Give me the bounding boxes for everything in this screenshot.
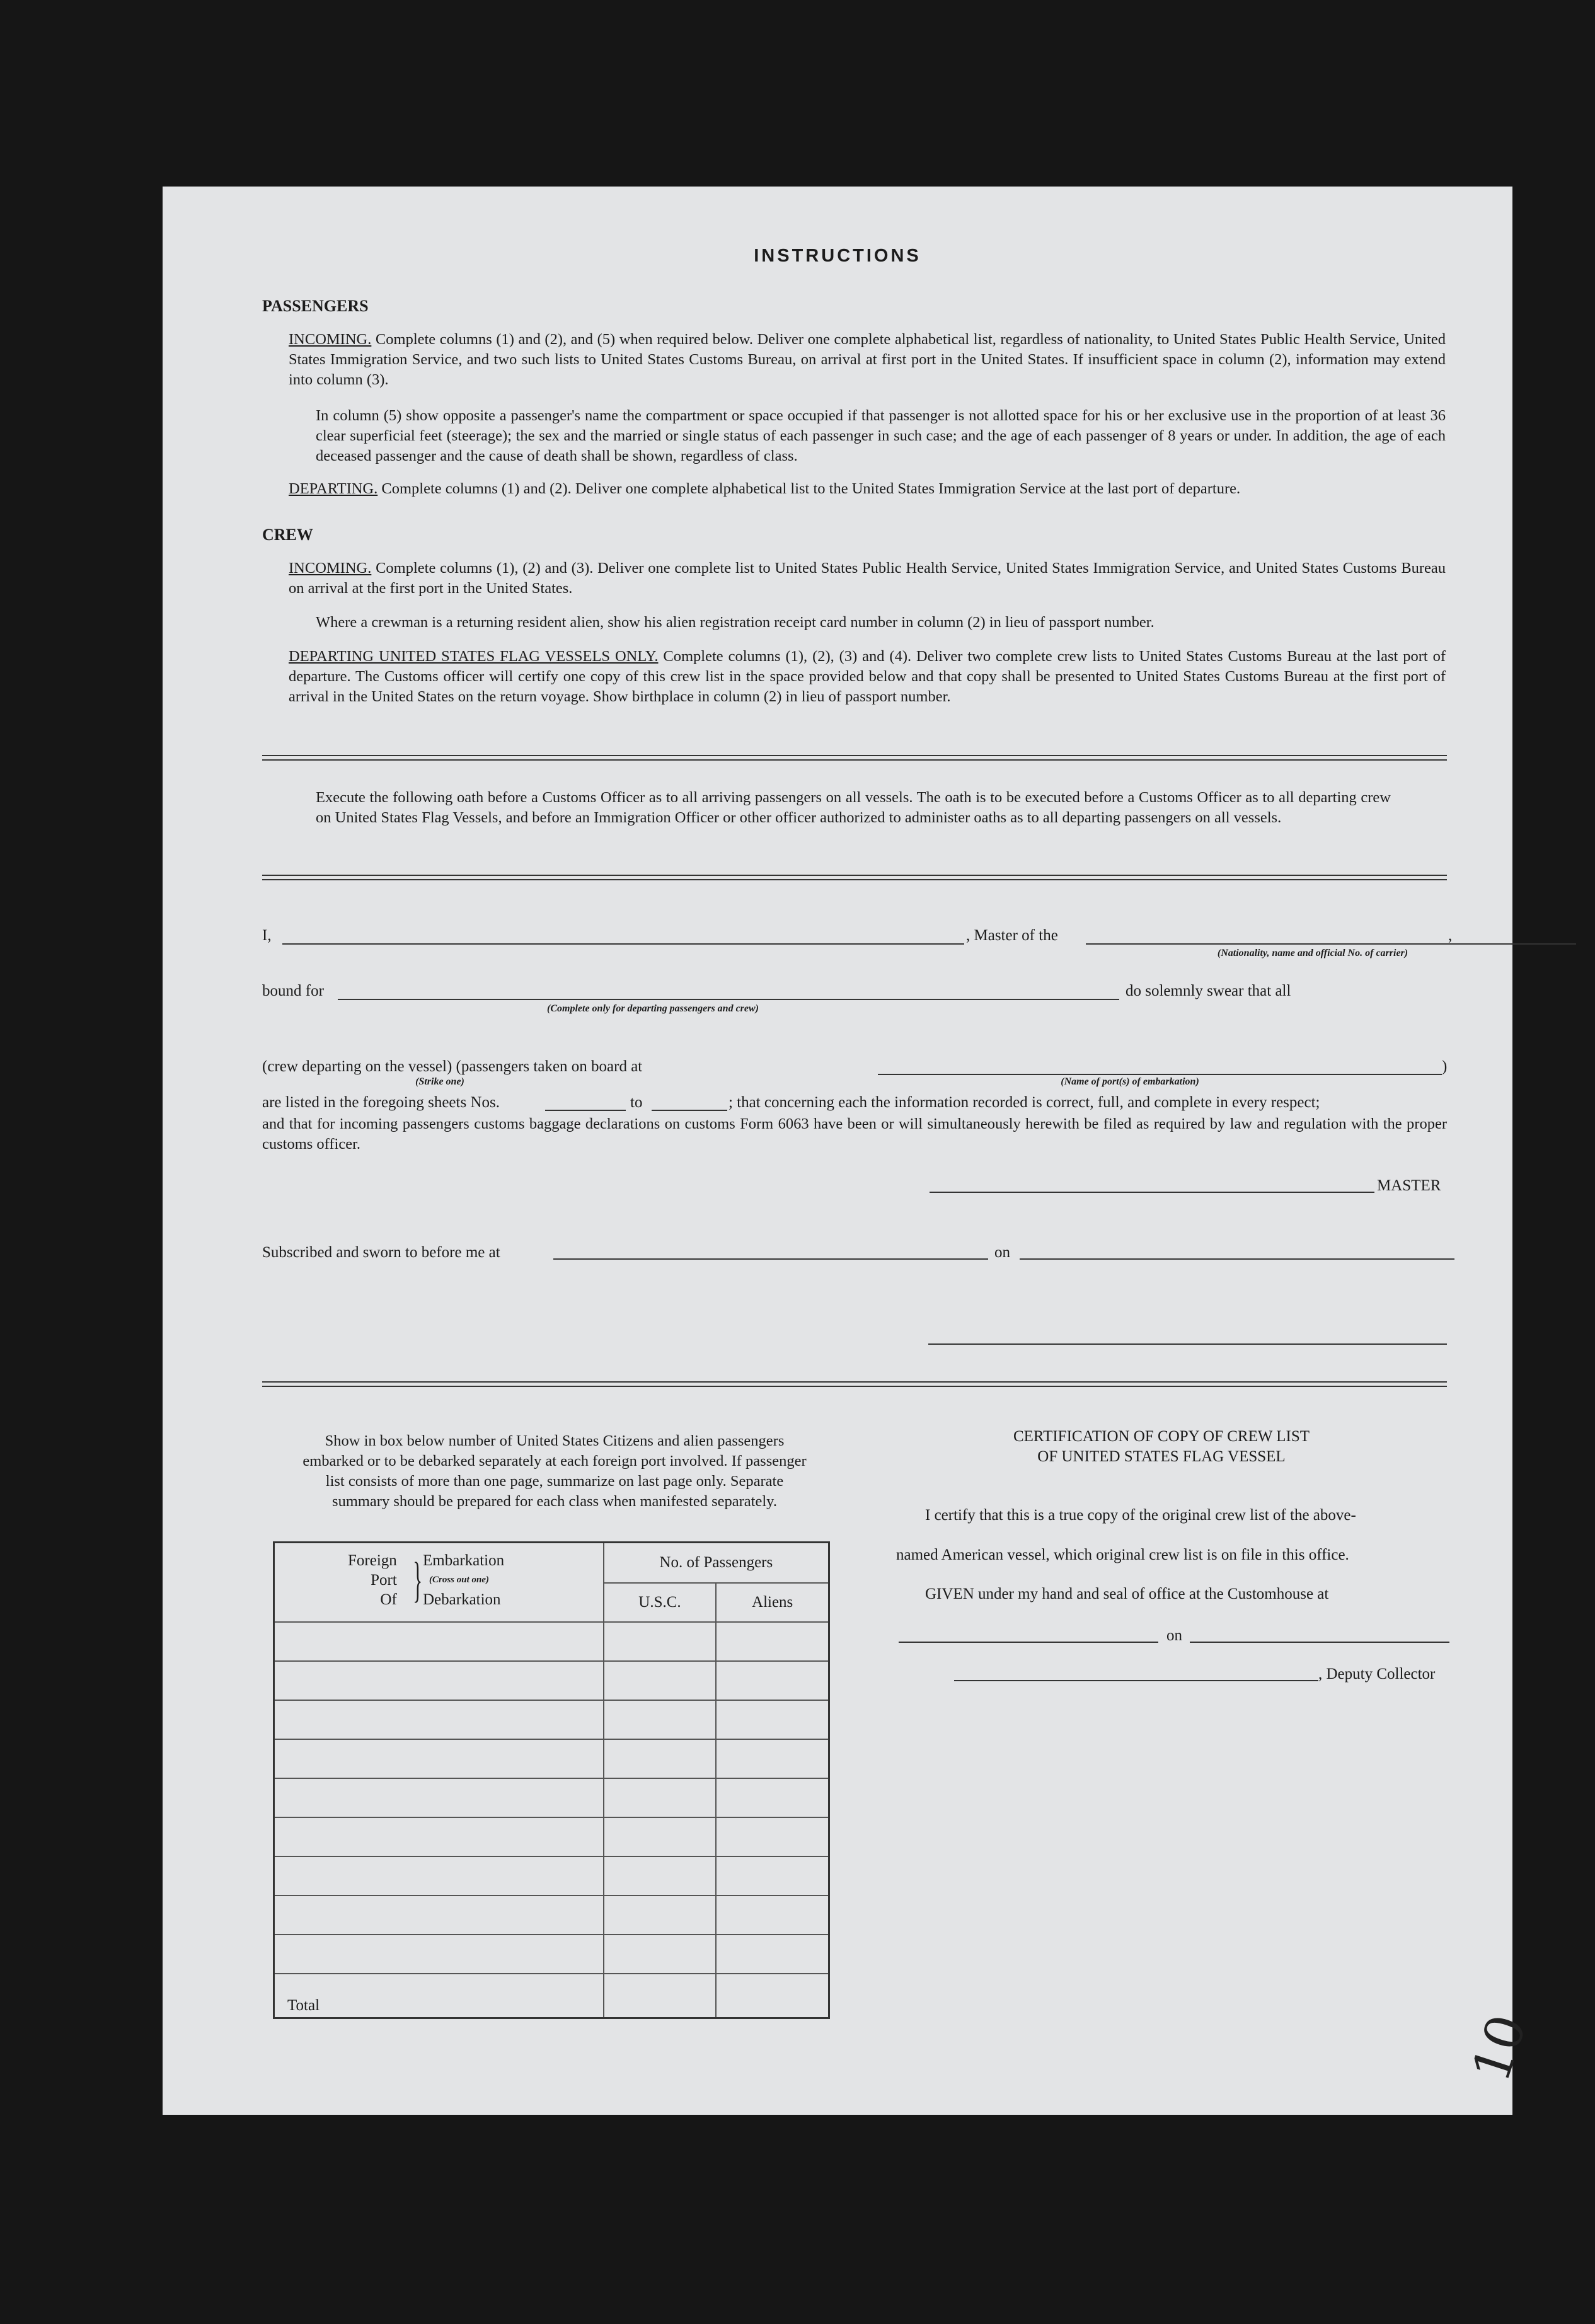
certify-line-1: I certify that this is a true copy of the original crew list of the above- [925, 1507, 1356, 1524]
strike-one-hint: (Strike one) [415, 1076, 464, 1087]
bound-for-hint: (Complete only for departing passengers and crew) [547, 1003, 759, 1014]
port-cell[interactable] [274, 1935, 604, 1974]
aliens-cell[interactable] [716, 1856, 829, 1895]
table-row [274, 1935, 829, 1974]
usc-column-header: U.S.C. [604, 1583, 717, 1622]
port-cell[interactable] [274, 1856, 604, 1895]
aliens-cell[interactable] [716, 1661, 829, 1700]
master-of-label: , Master of the [966, 927, 1058, 944]
passengers-count-header: No. of Passengers [604, 1543, 829, 1584]
bound-for-field[interactable] [338, 999, 1119, 1000]
strike-one-line: (crew departing on the vessel) (passengers taken on board at [262, 1058, 643, 1075]
passengers-heading: PASSENGERS [262, 297, 369, 315]
handwritten-page-number: 10 [1461, 2008, 1539, 2089]
usc-cell[interactable] [604, 1935, 717, 1974]
certification-heading-1: CERTIFICATION OF COPY OF CREW LIST [1013, 1428, 1310, 1445]
sheets-prefix: are listed in the foregoing sheets Nos. [262, 1094, 500, 1111]
crew-resident-alien: Where a crewman is a returning resident alien, show his alien registration receipt card number in column (2) in lieu of passport number. [316, 614, 1155, 631]
passengers-incoming-label: INCOMING. [289, 331, 372, 348]
oath-instructions: Execute the following oath before a Customs Officer as to all arriving passengers on all vessels. The oath is to be executed before a Customs Officer as to all departing crew on United States Flag Vessels, and before an Immigration Officer or other officer authorized to administer oaths as to all departing passengers on all vessels. [316, 789, 1391, 826]
table-row [274, 1739, 829, 1778]
sworn-date-field[interactable] [1020, 1258, 1454, 1260]
divider-2 [262, 875, 1447, 880]
usc-cell[interactable] [604, 1895, 717, 1935]
passengers-departing-label: DEPARTING. [289, 480, 378, 497]
master-signature-field[interactable] [930, 1192, 1374, 1193]
aliens-cell[interactable] [716, 1622, 829, 1661]
table-row [274, 1817, 829, 1856]
form-page [163, 187, 1539, 2115]
brace-icon: } [413, 1552, 423, 1607]
aliens-cell[interactable] [716, 1817, 829, 1856]
master-name-field[interactable] [282, 943, 964, 945]
header-embarkation: Embarkation [423, 1552, 505, 1569]
divider-3 [262, 1381, 1447, 1387]
passengers-departing-text: Complete columns (1) and (2). Deliver one complete alphabetical list to the United States Immigration Service at the last port of departure. [381, 480, 1241, 497]
divider-1 [262, 755, 1447, 761]
sheets-rest-text: ; that concerning each the information recorded is correct, full, and complete in every respect; [728, 1094, 1320, 1111]
deputy-collector-label: , Deputy Collector [1318, 1665, 1436, 1683]
header-port: Port [371, 1572, 397, 1589]
swear-label: do solemnly swear that all [1126, 982, 1291, 999]
certify-line-2: named American vessel, which original crew list is on file in this office. [896, 1546, 1349, 1563]
crew-departing-text: Complete columns (1), (2), (3) and (4). Deliver two complete crew lists to United States Customs Bureau at the last port of departure. The Customs officer will certify one copy of this crew list in the space provided below and that copy shall be presented to United States Customs Bureau at the first port of arrival in the United States on the return voyage. Show birthplace in column (2) in lieu of passport number. [289, 648, 1446, 705]
crew-heading: CREW [262, 526, 313, 544]
aliens-column-header: Aliens [716, 1583, 829, 1622]
declaration-text: and that for incoming passengers customs baggage declarations on customs Form 6063 have been or will simultaneously herewith be filed as required by law and regulation with the proper customs officer. [262, 1115, 1447, 1153]
table-row [274, 1700, 829, 1739]
aliens-cell[interactable] [716, 1700, 829, 1739]
crew-departing [289, 647, 1446, 707]
crew-incoming [289, 558, 1446, 599]
crew-incoming-text: Complete columns (1), (2) and (3). Deliver one complete list to United States Public Health Service, United States Immigration Service, and United States Customs Bureau on arrival at the first port in the United States. [289, 560, 1446, 597]
customhouse-field[interactable] [899, 1642, 1158, 1643]
sheets-to-label: to [630, 1094, 643, 1111]
header-foreign: Foreign [348, 1552, 397, 1569]
summary-instructions: Show in box below number of United States Citizens and alien passengers embarked or to be debarked separately at each foreign port involved. If passenger list consists of more than one page, summarize on last page only. Separate summary should be prepared for each class when manifested separately. [302, 1432, 807, 1510]
aliens-cell[interactable] [716, 1895, 829, 1935]
crew-departing-label: DEPARTING UNITED STATES FLAG VESSELS ONLY. [289, 648, 659, 665]
usc-cell[interactable] [604, 1817, 717, 1856]
table-row [274, 1856, 829, 1895]
sworn-on-label: on [994, 1244, 1010, 1261]
port-cell[interactable] [274, 1700, 604, 1739]
table-row [274, 1895, 829, 1935]
table-row [274, 1778, 829, 1817]
aliens-cell[interactable] [716, 1935, 829, 1974]
crew-incoming-label: INCOMING. [289, 560, 372, 577]
port-cell[interactable] [274, 1895, 604, 1935]
aliens-total-cell[interactable] [716, 1974, 829, 2018]
table-row [274, 1622, 829, 1661]
header-cross-out: (Cross out one) [429, 1575, 490, 1585]
oath-i-label: I, [262, 927, 272, 944]
master-label: MASTER [1377, 1177, 1441, 1194]
subscribed-label: Subscribed and sworn to before me at [262, 1244, 500, 1261]
total-row [274, 1974, 829, 2018]
certification-heading-2: OF UNITED STATES FLAG VESSEL [1037, 1448, 1286, 1465]
sworn-place-field[interactable] [553, 1258, 988, 1260]
carrier-hint: (Nationality, name and official No. of carrier) [1217, 948, 1408, 958]
embarkation-ports-field[interactable] [878, 1074, 1442, 1075]
usc-cell[interactable] [604, 1622, 717, 1661]
port-cell[interactable] [274, 1817, 604, 1856]
total-label: Total [274, 1974, 604, 2018]
passengers-departing [289, 479, 1446, 499]
port-cell[interactable] [274, 1778, 604, 1817]
port-cell[interactable] [274, 1622, 604, 1661]
officer-signature-field[interactable] [928, 1343, 1447, 1345]
sheet-from-field[interactable] [545, 1110, 626, 1111]
page-title: INSTRUCTIONS [754, 246, 921, 266]
usc-cell[interactable] [604, 1661, 717, 1700]
certification-on-label: on [1166, 1627, 1182, 1644]
header-of: Of [380, 1591, 397, 1608]
usc-cell[interactable] [604, 1739, 717, 1778]
passenger-summary-table [273, 1541, 830, 2019]
carrier-field[interactable] [1086, 943, 1576, 945]
embarkation-ports-hint: (Name of port(s) of embarkation) [1061, 1076, 1199, 1087]
passengers-incoming [289, 330, 1446, 390]
header-debarkation: Debarkation [423, 1591, 501, 1608]
given-line: GIVEN under my hand and seal of office at the Customhouse at [925, 1585, 1329, 1602]
usc-cell[interactable] [604, 1856, 717, 1895]
close-paren: ) [1442, 1058, 1448, 1075]
passengers-column5: In column (5) show opposite a passenger's name the compartment or space occupied if that passenger is not allotted space for his or her exclusive use in the proportion of at least 36 clear superficial feet (steerage); the sex and the married or single status of each passenger in such case; and the age of each passenger of 8 years or under. In addition, the age of each deceased passenger and the cause of death shall be shown, regardless of class. [316, 407, 1446, 464]
bound-for-label: bound for [262, 982, 324, 999]
table-row [274, 1661, 829, 1700]
sheet-to-field[interactable] [652, 1110, 727, 1111]
aliens-cell[interactable] [716, 1778, 829, 1817]
port-cell[interactable] [274, 1661, 604, 1700]
carrier-comma: , [1448, 927, 1453, 944]
certification-date-field[interactable] [1190, 1642, 1449, 1643]
port-cell[interactable] [274, 1739, 604, 1778]
usc-cell[interactable] [604, 1700, 717, 1739]
usc-total-cell[interactable] [604, 1974, 717, 2018]
usc-cell[interactable] [604, 1778, 717, 1817]
port-column-header [274, 1543, 604, 1623]
aliens-cell[interactable] [716, 1739, 829, 1778]
passengers-incoming-text: Complete columns (1) and (2), and (5) when required below. Deliver one complete alphabetical list, regardless of nationality, to United States Public Health Service, United States Immigration Service, and two such lists to United States Customs Bureau, on arrival at first port in the United States. If insufficient space in column (2), information may extend into column (3). [289, 331, 1446, 388]
deputy-signature-field[interactable] [954, 1680, 1318, 1681]
